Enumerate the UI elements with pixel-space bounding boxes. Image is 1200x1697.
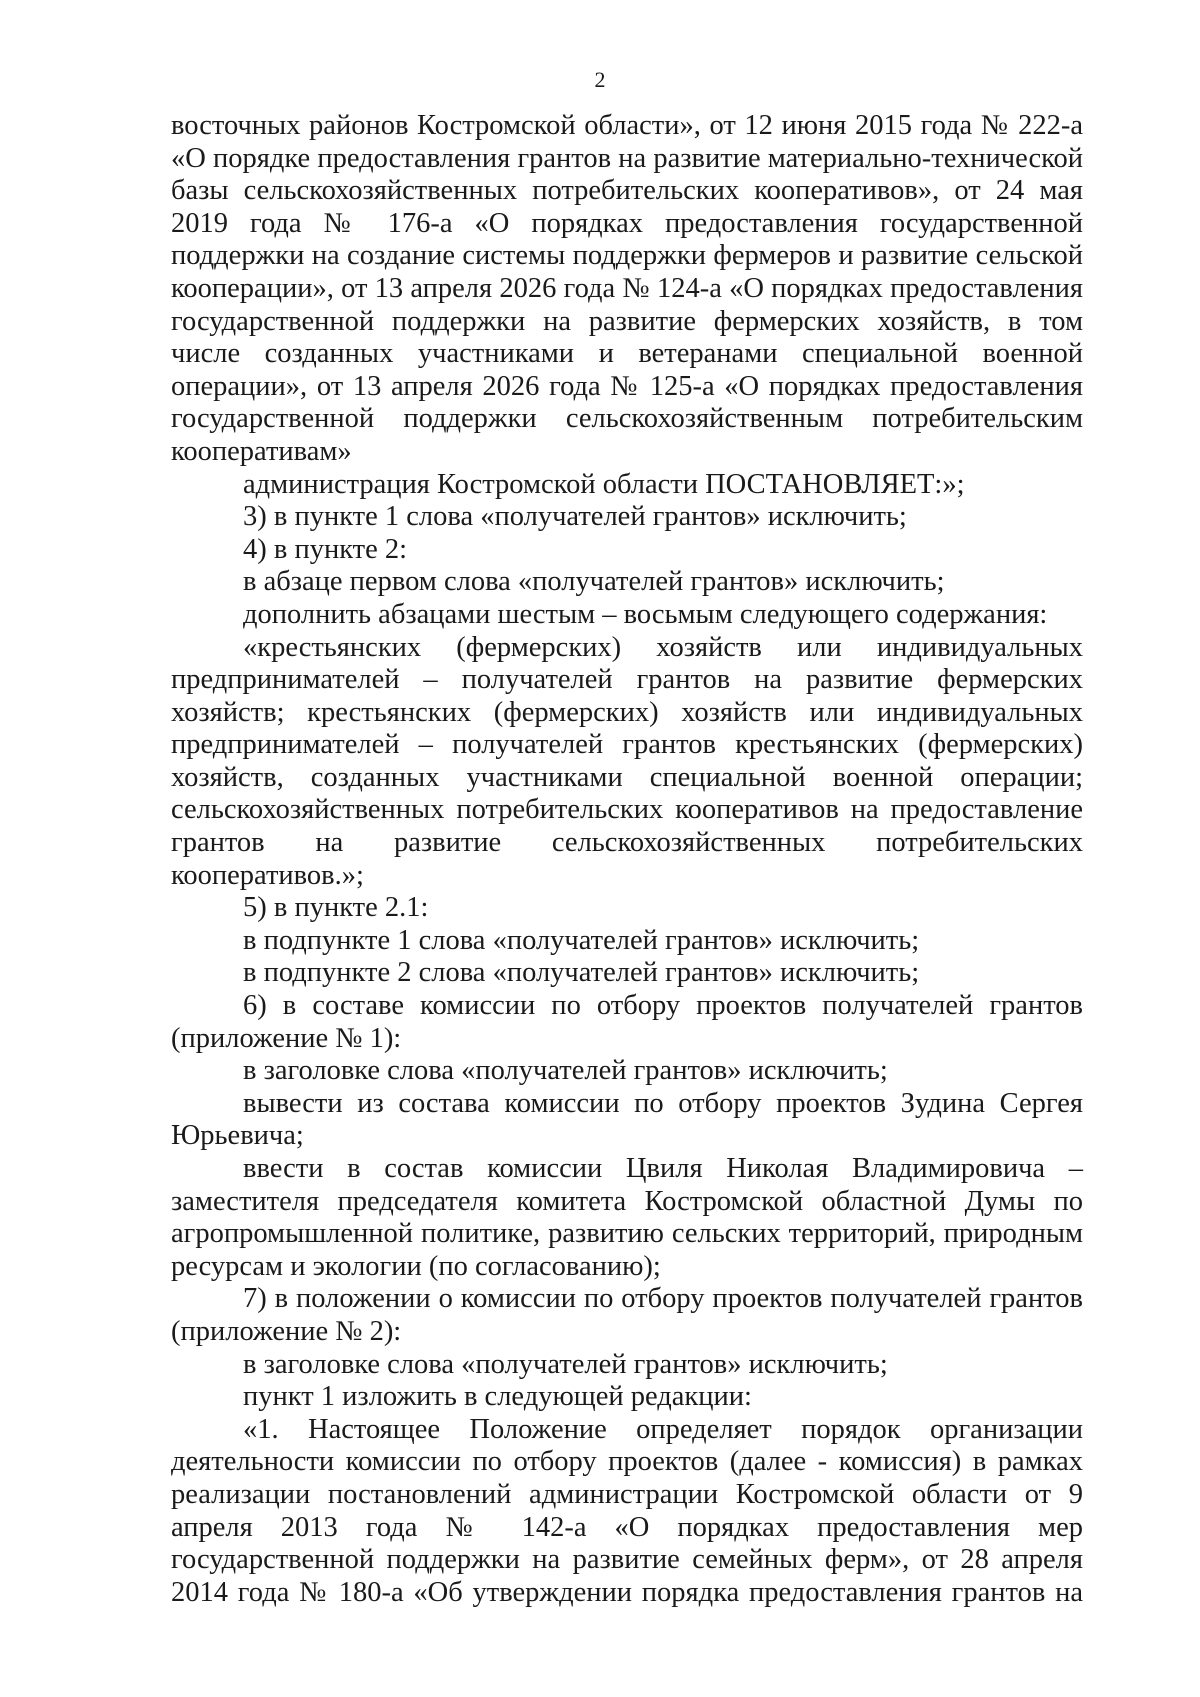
paragraph-item-6: 6) в составе комиссии по отбору проектов получателей грантов (приложение № 1): bbox=[171, 990, 1083, 1054]
paragraph-item-7-title: в заголовке слова «получателей грантов» исключить; bbox=[243, 1348, 888, 1380]
paragraph-item-7: 7) в положении о комиссии по отбору проектов получателей грантов (приложение № 2): bbox=[171, 1283, 1083, 1347]
paragraph-item-5-sub1: в подпункте 1 слова «получателей грантов» исключить; bbox=[243, 924, 920, 956]
page-number: 2 bbox=[594, 67, 606, 92]
paragraph-item-6-add: ввести в состав комиссии Цвиля Николая Владимировича – заместителя председателя комитета Костромской областной Думы по агропромышленной политике, развитию сельских территорий, природным ресурсам и экологии (по согласованию); bbox=[171, 1153, 1083, 1282]
paragraph-item-6-remove: вывести из состава комиссии по отбору проектов Зудина Сергея Юрьевича; bbox=[171, 1087, 1083, 1152]
paragraph-quoted-addition: «крестьянских (фермерских) хозяйств или индивидуальных предпринимателей – получателей грантов на развитие фермерских хозяйств; крестьянских (фермерских) хозяйств или индивидуальных предпринимателей – получателей грантов крестьянских (фермерских) хозяйств, созданных участниками специальной военной операции; сельскохозяйственных потребительских кооперативов на предоставление грантов на развитие сельскохозяйственных потребительских кооперативов.»; bbox=[171, 631, 1083, 891]
document-body bbox=[171, 110, 1083, 1609]
paragraph-point-1-text: «1. Настоящее Положение определяет порядок организации деятельности комиссии по отбору проектов (далее - комиссия) в рамках реализации постановлений администрации Костромской области от 9 апреля 2013 года № 142-а «О порядках предоставления мер государственной поддержки на развитие семейных ферм», от 28 апреля 2014 года № 180-а «Об утверждении порядка предоставления грантов на bbox=[171, 1413, 1083, 1608]
paragraph-item-5-sub2: в подпункте 2 слова «получателей грантов» исключить; bbox=[243, 957, 920, 989]
paragraph-item-4: 4) в пункте 2: bbox=[243, 533, 408, 565]
paragraph-item-4-add: дополнить абзацами шестым – восьмым следующего содержания: bbox=[243, 598, 1048, 630]
paragraph-continuation: восточных районов Костромской области», от 12 июня 2015 года № 222-а «О порядке предоставления грантов на развитие материально-технической базы сельскохозяйственных потребительских кооперативов», от 24 мая 2019 года № 176-а «О порядках предоставления государственной поддержки на создание системы поддержки фермеров и развитие сельской кооперации», от 13 апреля 2026 года № 124-а «О порядках предоставления государственной поддержки на развитие фермерских хозяйств, в том числе созданных участниками и ветеранами специальной военной операции», от 13 апреля 2026 года № 125-а «О порядках предоставления государственной поддержки сельскохозяйственным потребительским кооперативам» bbox=[171, 110, 1083, 467]
paragraph-item-5: 5) в пункте 2.1: bbox=[243, 892, 429, 924]
paragraph-item-7-point1: пункт 1 изложить в следующей редакции: bbox=[243, 1381, 752, 1413]
paragraph-item-4-first: в абзаце первом слова «получателей грантов» исключить; bbox=[243, 566, 945, 598]
paragraph-resolves: администрация Костромской области ПОСТАНОВЛЯЕТ:»; bbox=[243, 468, 965, 500]
paragraph-item-3: 3) в пункте 1 слова «получателей грантов» исключить; bbox=[243, 501, 907, 533]
paragraph-item-6-title: в заголовке слова «получателей грантов» исключить; bbox=[243, 1055, 888, 1087]
